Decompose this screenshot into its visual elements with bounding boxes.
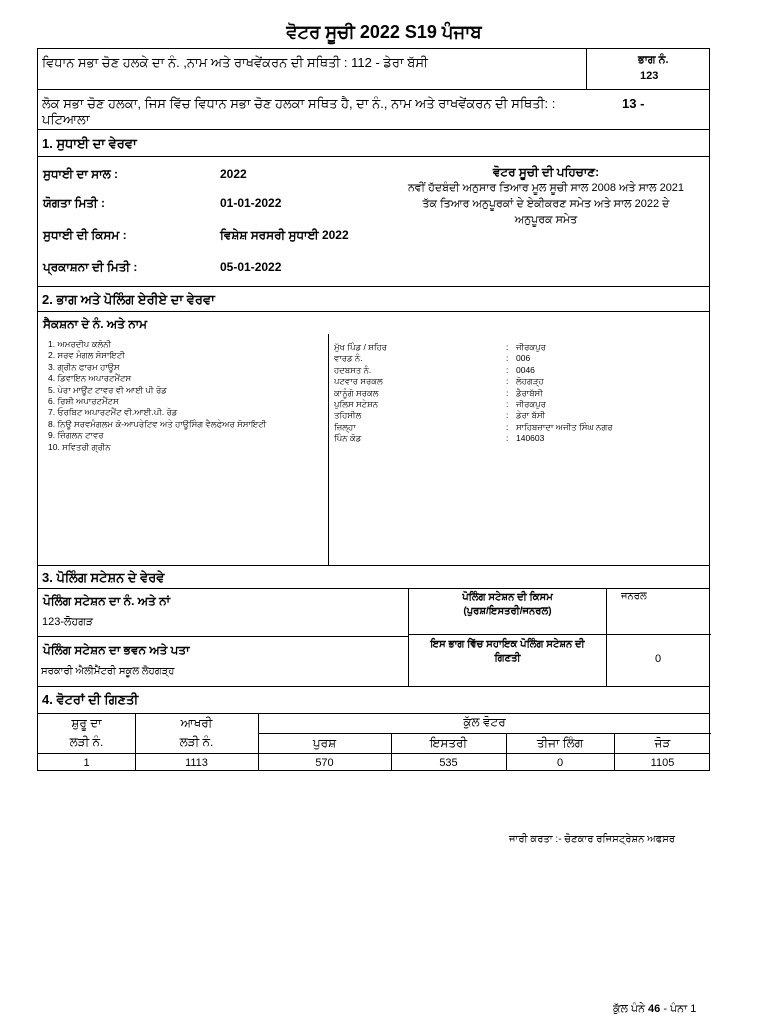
publication-date: 05-01-2022 <box>220 260 282 274</box>
detail-row: ਪਿੰਨ ਕੋਡ : 140603 <box>334 433 545 444</box>
detail-row: ਤਹਿਸੀਲ : ਡੇਰਾ ਬੱਸੀ <box>334 410 546 421</box>
detail-row: ਪੁਲਿਸ ਸਟੇਸ਼ਨ : ਜੀਰਕਪੁਰ <box>334 399 546 410</box>
page-label: - ਪੰਨਾ <box>663 1003 688 1015</box>
revision-type-label: ਸੁਧਾਈ ਦੀ ਕਿਸਮ : <box>43 228 127 242</box>
list-item: 7. ਓਰਬਿਟ ਅਪਾਰਟਮੈਂਟ ਵੀ.ਆਈ.ਪੀ. ਰੋਡ <box>48 407 178 418</box>
area-details <box>334 342 613 445</box>
polling-station-no-name-label: ਪੋਲਿੰਗ ਸਟੇਸ਼ਨ ਦਾ ਨੰ. ਅਤੇ ਨਾਂ <box>43 594 171 608</box>
auxiliary-stations-label-cont: ਗਿਣਤੀ <box>494 653 521 664</box>
list-item: 6. ਰਿਸ਼ੀ ਅਪਾਰਟਮੈਂਟਸ <box>48 396 119 407</box>
end-serial-header: ਆਖਰੀ <box>180 716 213 730</box>
detail-row: ਪਟਵਾਰ ਸਰਕਲ : ਲੋਹਗੜ੍ਹ <box>334 376 544 387</box>
polling-station-building: ਸਰਕਾਰੀ ਐਲੀਮੈਂਟਰੀ ਸਕੂਲ ਲੋਹਗੜ੍ਹ <box>41 666 175 677</box>
identification-line-1: ਨਵੀਂ ਹੱਦਬੰਦੀ ਅਨੁਸਾਰ ਤਿਆਰ ਮੂਲ ਸੂਚੀ ਸਾਲ 2008 ਅਤੇ ਸਾਲ 2021 <box>407 182 685 194</box>
auxiliary-stations-count: 0 <box>655 653 662 665</box>
revision-type: ਵਿਸ਼ੇਸ਼ ਸਰਸਰੀ ਸੁਧਾਈ 2022 <box>220 228 349 242</box>
identification-line-2: ਤੱਕ ਤਿਆਰ ਅਨੁਪੂਰਕਾਂ ਦੇ ਏਕੀਕਰਣ ਸਮੇਤ ਅਤੇ ਸਾਲ 2022 ਦੇ <box>422 198 670 210</box>
parliament-constituency-value: 13 - <box>622 96 645 111</box>
publication-date-label: ਪ੍ਰਕਾਸ਼ਨਾ ਦੀ ਮਿਤੀ : <box>43 260 138 274</box>
qualifying-date-label: ਯੋਗਤਾ ਮਿਤੀ : <box>43 196 105 210</box>
third-gender-count: 0 <box>556 757 564 769</box>
list-item: 2. ਸਰਵ ਮੰਗਲ ਸੋਸਾਇਟੀ <box>48 350 125 361</box>
total-pages-label: ਕੁੱਲ ਪੰਨੇ <box>613 1003 645 1015</box>
polling-station-type-label: ਪੋਲਿੰਗ ਸਟੇਸ਼ਨ ਦੀ ਕਿਸਮ <box>462 592 553 603</box>
list-item: 1. ਅਮਰਦੀਪ ਕਲੋਨੀ <box>48 339 112 349</box>
end-serial: 1113 <box>185 757 208 769</box>
parliament-constituency-name: ਪਟਿਆਲਾ <box>42 112 90 127</box>
third-gender-header: ਤੀਜਾ ਲਿੰਗ <box>536 736 584 750</box>
page-number: 1 <box>690 1003 697 1015</box>
detail-row: ਜ਼ਿਲ੍ਹਾ : ਸਾਹਿਬਜ਼ਾਦਾ ਅਜੀਤ ਸਿੰਘ ਨਗਰ <box>334 421 613 432</box>
polling-station-type: ਜਨਰਲ <box>621 591 647 602</box>
auxiliary-stations-label: ਇਸ ਭਾਗ ਵਿੱਚ ਸਹਾਇਕ ਪੋਲਿੰਗ ਸਟੇਸ਼ਨ ਦੀ <box>430 639 585 650</box>
revision-year-label: ਸੁਧਾਈ ਦਾ ਸਾਲ : <box>43 167 119 181</box>
qualifying-date: 01-01-2022 <box>220 196 282 210</box>
part-number: 123 <box>640 70 659 82</box>
male-count: 570 <box>315 757 334 769</box>
revision-year: 2022 <box>220 167 247 181</box>
total-pages: 46 <box>648 1003 661 1015</box>
list-item: 3. ਗ੍ਰੀਨ ਫਾਰਮ ਹਾਊਸ <box>48 361 120 372</box>
start-serial-header-cont: ਲੜੀ ਨੰ. <box>69 735 104 749</box>
total-count: 1105 <box>650 757 675 769</box>
list-item: 5. ਪੇਰਾ ਮਾਊਂਟ ਟਾਵਰ ਵੀ ਆਈ ਪੀ ਰੋਡ <box>48 384 167 395</box>
end-serial-header-cont: ਲੜੀ ਨੰ. <box>179 735 214 749</box>
page-title: ਵੋਟਰ ਸੂਚੀ 2022 S19 ਪੰਜਾਬ <box>286 22 482 42</box>
issued-by: ਜਾਰੀ ਕਰਤਾ :- ਚੋਣਕਾਰ ਰਜਿਸਟ੍ਰੇਸ਼ਨ ਅਫਸਰ <box>509 834 676 845</box>
section-4-heading: 4. ਵੋਟਰਾਂ ਦੀ ਗਿਣਤੀ <box>42 692 139 707</box>
detail-row: ਮੁੱਖ ਪਿੰਡ / ਸ਼ਹਿਰ : ਜੀਰਕਪੁਰ <box>334 342 546 352</box>
section-1-heading: 1. ਸੁਧਾਈ ਦਾ ਵੇਰਵਾ <box>42 136 137 151</box>
start-serial-header: ਸ਼ੁਰੂ ਦਾ <box>71 716 102 730</box>
list-item: 8. ਨਿਊ ਸਰਵਮੰਗਲਮ ਕੋ-ਆਪਰੇਟਿਵ ਅਤੇ ਹਾਊਸਿੰਗ ਵੈਲਫੇਅਰ ਸੋਸਾਇਟੀ <box>48 418 267 429</box>
page-footer <box>613 1003 696 1016</box>
male-header: ਪੁਰਸ਼ <box>312 736 337 750</box>
detail-row: ਕਾਨੂੰਗੋ ਸਰਕਲ : ਡੈਰਾਬੱਸੀ <box>334 387 543 398</box>
total-voters-header: ਕੁੱਲ ਵੋਟਰ <box>463 715 506 729</box>
identification-line-3: ਅਨੁਪੂਰਕ ਸਮੇਤ <box>514 214 578 226</box>
sections-subheading: ਸੈਕਸ਼ਨਾ ਦੇ ਨੰ. ਅਤੇ ਨਾਮ <box>43 317 148 331</box>
section-3-heading: 3. ਪੋਲਿੰਗ ਸਟੇਸ਼ਨ ਦੇ ਵੇਰਵੇ <box>42 570 165 585</box>
polling-station-no-name: 123-ਲੋਹਗੜ <box>42 616 94 628</box>
list-item: 10. ਸਵਿਤਰੀ ਗ੍ਰੀਨ <box>48 441 111 452</box>
total-header: ਜੋੜ <box>654 736 671 750</box>
detail-row: ਹਦਬਸਤ ਨੰ. : 0046 <box>334 364 535 375</box>
list-item: 4. ਡਿਵਾਇਨ ਅਪਾਰਟਮੈਂਟਸ <box>48 373 132 384</box>
part-number-label: ਭਾਗ ਨੰ. <box>638 54 669 66</box>
female-header: ਇਸਤਰੀ <box>429 736 468 750</box>
polling-station-type-options: (ਪੁਰਸ਼/ਇਸਤਰੀ/ਜਨਰਲ) <box>463 606 552 617</box>
polling-station-building-label: ਪੋਲਿੰਗ ਸਟੇਸ਼ਨ ਦਾ ਭਵਨ ਅਤੇ ਪਤਾ <box>43 643 190 657</box>
section-2-heading: 2. ਭਾਗ ਅਤੇ ਪੋਲਿੰਗ ਏਰੀਏ ਦਾ ਵੇਰਵਾ <box>42 292 215 307</box>
assembly-constituency: ਵਿਧਾਨ ਸਭਾ ਚੋਣ ਹਲਕੇ ਦਾ ਨੰ. ,ਨਾਮ ਅਤੇ ਰਾਖਵੇਂਕਰਨ ਦੀ ਸਥਿਤੀ : 112 - ਡੇਰਾ ਬੱਸੀ <box>42 55 428 70</box>
detail-row: ਵਾਰਡ ਨੰ. : 006 <box>334 353 531 364</box>
voter-list-cover-form <box>37 48 710 771</box>
parliament-constituency: ਲੋਕ ਸਭਾ ਚੋਣ ਹਲਕਾ, ਜਿਸ ਵਿੱਚ ਵਿਧਾਨ ਸਭਾ ਚੋਣ ਹਲਕਾ ਸਥਿਤ ਹੈ, ਦਾ ਨੰ., ਨਾਮ ਅਤੇ ਰਾਖਵੇਂਕਰਨ ਦੀ ਸਥਿਤੀ: : <box>42 96 556 111</box>
start-serial: 1 <box>83 757 90 769</box>
identification-heading: ਵੋਟਰ ਸੂਚੀ ਦੀ ਪਹਿਚਾਣ: <box>492 165 600 179</box>
section-list <box>48 339 266 453</box>
female-count: 535 <box>439 757 458 769</box>
list-item: 9. ਜ਼ਿੰਗਲਨ ਟਾਵਰ <box>48 430 104 441</box>
